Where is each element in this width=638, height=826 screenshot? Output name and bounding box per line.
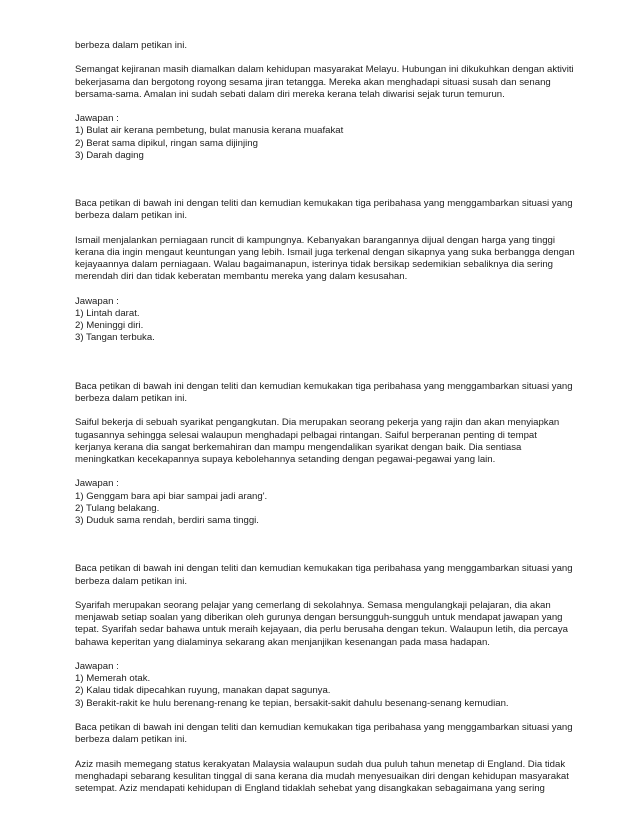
answer-item: 3) Berakit-rakit ke hulu berenang-renang ke tepian, bersakit-sakit dahulu besenang-senang kemudian. xyxy=(75,697,509,709)
answer-item: 1) Memerah otak. xyxy=(75,673,151,685)
answer-label: Jawapan : xyxy=(75,113,119,125)
answer-item: 1) Lintah darat. xyxy=(75,307,140,319)
section-gap xyxy=(75,357,575,381)
section-gap xyxy=(75,539,575,563)
document-content xyxy=(75,40,575,807)
answer-label: Jawapan : xyxy=(75,478,119,490)
answer-item: 2) Berat sama dipikul, ringan sama dijinjing xyxy=(75,137,258,149)
answer-item: 2) Meninggi diri. xyxy=(75,320,144,332)
answer-item: 2) Kalau tidak dipecahkan ruyung, manakan dapat sagunya. xyxy=(75,685,331,697)
answer-item: 1) Genggam bara api biar sampai jadi arang'. xyxy=(75,490,268,502)
answer-label: Jawapan : xyxy=(75,660,119,672)
answer-item: 3) Darah daging xyxy=(75,149,144,161)
section-prompt: berbeza dalam petikan ini. xyxy=(75,40,187,51)
section-prompt: Baca petikan di bawah ini dengan teliti dan kemudian kemukakan tiga peribahasa yang menggambarkan situasi yang berbeza dalam petikan ini. xyxy=(75,380,573,404)
section-passage: Saiful bekerja di sebuah syarikat pengangkutan. Dia merupakan seorang pekerja yang rajin dan akan menyiapkan tugasannya sehingga selesai walaupun menghadapi pelbagai rintangan. Saiful berperanan penting di tempat kerjanya kerana dia sangat berkemahiran dan mampu mengendalikan syarikat dengan baik. Dia sentiasa meningkatkan kecekapannya supaya kebolehannya setanding dengan pegawai-pegawai yang lain. xyxy=(75,417,560,465)
answer-item: 3) Tangan terbuka. xyxy=(75,332,155,344)
section-prompt: Baca petikan di bawah ini dengan teliti dan kemudian kemukakan tiga peribahasa yang menggambarkan situasi yang berbeza dalam petikan ini. xyxy=(75,198,573,222)
answer-item: 3) Duduk sama rendah, berdiri sama tinggi. xyxy=(75,514,259,526)
section-passage: Syarifah merupakan seorang pelajar yang cemerlang di sekolahnya. Semasa mengulangkaji pelajaran, dia akan menjawab setiap soalan yang diberikan oleh gurunya dengan bersungguh-sungguh untuk mendapat jawapan yang tepat. Syarifah sedar bahawa untuk meraih kejayaan, dia perlu berusaha dengan tekun. Walaupun letih, dia percaya bahawa keperitan yang dialaminya sekarang akan menjanjikan kesenangan pada masa hadapan. xyxy=(75,599,568,648)
section-passage: Semangat kejiranan masih diamalkan dalam kehidupan masyarakat Melayu. Hubungan ini dikukuhkan dengan aktiviti bekerjasama dan bergotong royong sesama jiran tetangga. Mereka akan menghadapi situasi susah dan senang bersama-sama. Amalan ini sudah sebati dalam diri mereka kerana telah diwarisi sejak turun temurun. xyxy=(75,64,574,100)
answer-label: Jawapan : xyxy=(75,295,119,307)
section-prompt: Baca petikan di bawah ini dengan teliti dan kemudian kemukakan tiga peribahasa yang menggambarkan situasi yang berbeza dalam petikan ini. xyxy=(75,721,573,746)
answer-block xyxy=(75,113,575,162)
section-gap xyxy=(75,174,575,198)
answer-block xyxy=(75,661,575,710)
answer-block xyxy=(75,296,575,345)
section-prompt: Baca petikan di bawah ini dengan teliti dan kemudian kemukakan tiga peribahasa yang menggambarkan situasi yang berbeza dalam petikan ini. xyxy=(75,563,573,587)
answer-block xyxy=(75,478,575,527)
section-passage: Aziz masih memegang status kerakyatan Malaysia walaupun sudah dua puluh tahun menetap di England. Dia tidak menghadapi sebarang kesulitan tinggal di sana kerana dia mudah menyesuaikan diri dengan kehidupan masyarakat setempat. Aziz mendapati kehidupan di England tidaklah sehebat yang disangkakan sebagaimana yang sering xyxy=(75,758,569,794)
answer-item: 1) Bulat air kerana pembetung, bulat manusia kerana muafakat xyxy=(75,125,344,137)
answer-item: 2) Tulang belakang. xyxy=(75,502,160,514)
section-passage: Ismail menjalankan perniagaan runcit di kampungnya. Kebanyakan barangannya dijual dengan harga yang tinggi kerana dia ingin mengaut keuntungan yang lebih. Ismail juga terkenal dengan sikapnya yang suka berbangga dengan kejayaannya dalam perniagaan. Walau bagaimanapun, isterinya tidak bersikap sedemikian sebaliknya dia sering merendah diri dan tidak keberatan membantu mereka yang dalam kesusahan. xyxy=(75,234,575,283)
